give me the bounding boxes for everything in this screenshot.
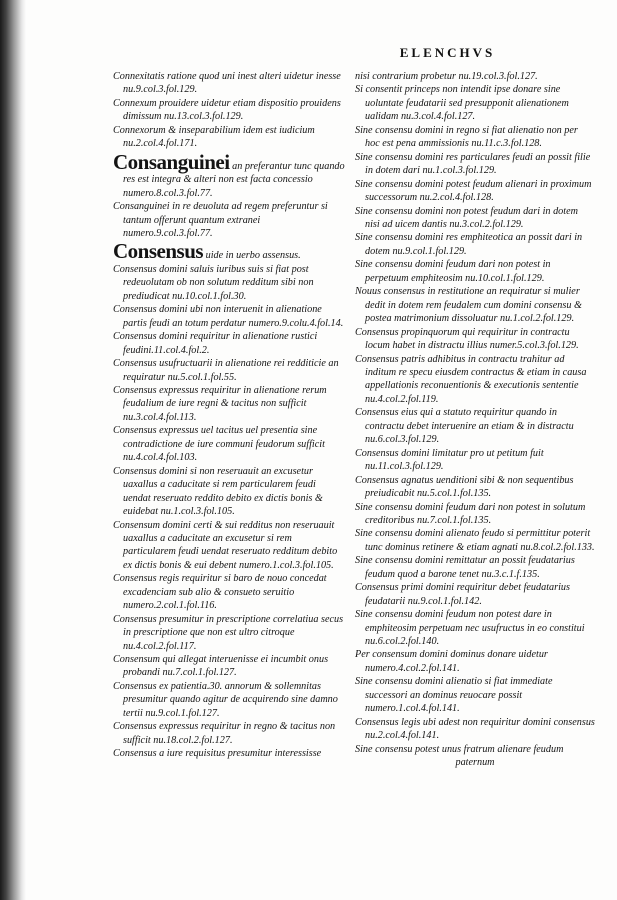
index-entry — [355, 675, 595, 715]
entry-text: Connexorum & inseparabilium idem est iudicium nu.2.col.4.fol.171. — [113, 124, 315, 150]
left-column — [113, 70, 346, 870]
index-entry — [355, 581, 595, 608]
index-entry — [113, 465, 346, 519]
entry-text: Consensus domini ubi non interuenit in alienatione partis feudi an totum perdatur numero.9.colu.4.fol.14. — [113, 304, 344, 329]
index-entry — [113, 303, 346, 330]
entry-text: Nouus consensus in restitutione an requiratur si mulier dedit in dotem rem feudalem cum domini consensu & postea matrimonium dissoluatur nu.1.col.2.fol.129. — [355, 286, 582, 325]
index-entry — [113, 239, 346, 264]
index-entry — [113, 747, 346, 760]
entry-text: Consensus usufructuarii in alienatione rei redditicie an requiratur nu.5.col.1.fol.55. — [113, 358, 339, 383]
entry-text: Sine consensu domini potest feudum alienari in proximum successorum nu.2.col.4.fol.128. — [355, 178, 592, 204]
index-entry — [355, 474, 595, 501]
entry-text: Consensus propinquorum qui requiritur in contractu locum habet in distractu illius numer.5.col.3.fol.129. — [355, 326, 579, 352]
scan-binding-edge — [0, 0, 26, 900]
entry-text: Sine consensu domini res emphiteotica an possit dari in dotem nu.9.col.1.fol.129. — [355, 232, 583, 257]
index-entry — [355, 743, 595, 756]
entry-text: Connexitatis ratione quod uni inest alteri uidetur inesse nu.9.col.3.fol.129. — [113, 71, 341, 96]
entry-text: Sine consensu domini alienatio si fiat immediate successori an dominus reuocare possit numero.1.col.4.fol.141. — [355, 676, 553, 715]
index-entry — [355, 151, 595, 178]
entry-text: Consensus presumitur in prescriptione correlatiua secus in prescriptione que non est ultro citroque nu.4.col.2.fol.117. — [113, 613, 344, 652]
index-entry — [355, 70, 595, 83]
entry-text: Consensus domini si non reseruauit an excusetur uaxallus a caducitate si rem particularem feudi uendat reseruato reddito debito ex dictis bonis & euidebat nu.1.col.3.fol.105. — [113, 465, 323, 518]
entry-text: Sine consensu domini res particulares feudi an possit filie in dotem dari nu.1.col.3.fol.129. — [355, 151, 591, 177]
index-entry — [113, 124, 346, 151]
entry-text: Consensus expressus requiritur in regno & tacitus non sufficit nu.18.col.2.fol.127. — [113, 721, 336, 746]
entry-text: Sine consensu domini alienato feudo si permittitur poterit tunc dominus retinere & etiam agnati nu.8.col.2.fol.133. — [355, 528, 595, 553]
index-entry — [355, 608, 595, 648]
entry-text: Sine consensu domini non potest feudum dari in dotem nisi ad uicem dantis nu.3.col.2.fol.129. — [355, 205, 578, 230]
index-entry — [113, 97, 346, 124]
entry-text: Consanguinei in re deuoluta ad regem preferuntur si tantum offerunt quantum extranei numero.9.col.3.fol.77. — [113, 201, 328, 239]
entry-text: Consensus ex patientia.30. annorum & sollemnitas presumitur quando agitur de acquirendo sine damno tertii nu.9.col.1.fol.127. — [113, 680, 338, 719]
index-entry — [113, 653, 346, 680]
entry-text: Sine consensu domini feudum dari non potest in solutum creditoribus nu.7.col.1.fol.135. — [355, 501, 586, 526]
entry-text: Consensus expressus uel tacitus uel presentia sine contradictione de iure communi feudorum sufficit nu.4.col.4.fol.103. — [113, 425, 325, 464]
index-entry — [113, 613, 346, 653]
index-entry — [113, 519, 346, 573]
index-entry — [113, 263, 346, 303]
entry-text: Consensus primi domini requiritur debet feudatarius feudatarii nu.9.col.1.fol.142. — [355, 582, 570, 607]
index-heading: Consensus — [113, 239, 204, 264]
entry-text: Si consentit princeps non intendit ipse donare sine uoluntate feudatarii sed presupponit alienationem ualidam nu.3.col.4.fol.127. — [355, 84, 569, 123]
index-entry — [113, 330, 346, 357]
entry-text: Consensus legis ubi adest non requiritur domini consensus nu.2.col.4.fol.141. — [355, 716, 595, 742]
index-entry — [113, 70, 346, 97]
entry-text: Sine consensu domini feudum non potest dare in emphiteosim perpetuam nec usufructus in eo constitui nu.6.col.2.fol.140. — [355, 609, 585, 648]
index-entry — [355, 326, 595, 353]
index-entry — [113, 384, 346, 424]
index-entry — [355, 124, 595, 151]
index-entry — [355, 205, 595, 232]
entry-text: Sine consensu domini feudum dari non potest in perpetuum emphiteosim nu.10.col.1.fol.129. — [355, 259, 551, 284]
page-header: ELENCHVS — [399, 45, 496, 60]
index-entry — [355, 447, 595, 474]
index-entry — [113, 149, 346, 200]
index-entry — [355, 258, 595, 285]
index-entry — [355, 285, 595, 325]
index-heading: Consanguinei — [113, 149, 230, 174]
entry-text: Per consensum domini dominus donare uidetur numero.4.col.2.fol.141. — [355, 649, 548, 674]
index-entry — [355, 716, 595, 743]
entry-text: Consensus eius qui a statuto requiritur quando in contractu debet interuenire an etiam & in distractu nu.6.col.3.fol.129. — [355, 407, 574, 446]
right-column — [355, 70, 595, 850]
entry-text: Consensum qui allegat interuenisse ei incumbit onus probandi nu.7.col.1.fol.127. — [113, 654, 329, 679]
entry-text: Connexum prouidere uidetur etiam dispositio prouidens dimissum nu.13.col.3.fol.129. — [113, 97, 341, 123]
index-entry — [355, 83, 595, 123]
index-entry — [113, 357, 346, 384]
index-entry — [355, 178, 595, 205]
entry-text: uide in uerbo assensus. — [205, 250, 301, 262]
index-entry — [113, 424, 346, 464]
entry-text: an preferantur tunc quando res est integra & alteri non est facta concessio numero.8.col.3.fol.77. — [123, 160, 345, 199]
index-entry — [355, 501, 595, 528]
index-entry — [113, 680, 346, 720]
entry-text: Consensus a iure requisitus presumitur interessisse — [113, 748, 322, 760]
entry-text: Sine consensu potest unus fratrum alienare feudum — [355, 743, 564, 755]
entry-text: Consensum domini certi & sui redditus non reseruauit uaxallus a caducitate an excusetur si rem particularem feudi uendat reseruato redditum debito ex dictis bonis & eui debent numero.1.col.3.fol.105. — [113, 519, 338, 571]
entry-text: Consensus domini saluis iuribus suis si fiat post redeuolutam ob non solutum redditum sibi non prediudicat nu.10.col.1.fol.30. — [113, 263, 314, 302]
index-entry — [113, 720, 346, 747]
index-entry — [355, 554, 595, 581]
index-entry — [355, 527, 595, 554]
entry-text: Consensus agnatus uenditioni sibi & non sequentibus preiudicabit nu.5.col.1.fol.135. — [355, 474, 574, 500]
entry-text: Consensus regis requiritur si baro de nouo concedat excadenciam sub alio & consueto seruitio numero.2.col.1.fol.116. — [113, 573, 327, 612]
entry-text: Consensus expressus requiritur in alienatione rerum feudalium de iure regni & tacitus non sufficit nu.3.col.4.fol.113. — [113, 384, 327, 423]
entry-text: Consensus domini limitatur pro ut petitum fuit nu.11.col.3.fol.129. — [355, 447, 544, 473]
entry-text: Consensus patris adhibitus in contractu trahitur ad inditum re specu eiusdem contractus & etiam in causa appellationis reconuentionis & executionis sententie nu.4.col.2.fol.119. — [355, 353, 587, 405]
index-entry — [113, 572, 346, 612]
index-entry — [355, 353, 595, 407]
index-entry — [355, 648, 595, 675]
index-entry — [355, 406, 595, 446]
index-entry — [113, 200, 346, 240]
entry-text: nisi contrarium probetur nu.19.col.3.fol.127. — [355, 71, 538, 82]
entry-text: Sine consensu domini in regno si fiat alienatio non per hoc est pena ammissionis nu.11.c.3.fol.128. — [355, 124, 578, 150]
catchword: paternum — [455, 757, 495, 769]
entry-text: Sine consensu domini remittatur an possit feudatarius feudum quod a barone tenet nu.3.c.1.f.135. — [355, 555, 575, 580]
index-entry — [355, 231, 595, 258]
entry-text: Consensus domini requiritur in alienatione rustici feudini.11.col.4.fol.2. — [113, 331, 318, 356]
